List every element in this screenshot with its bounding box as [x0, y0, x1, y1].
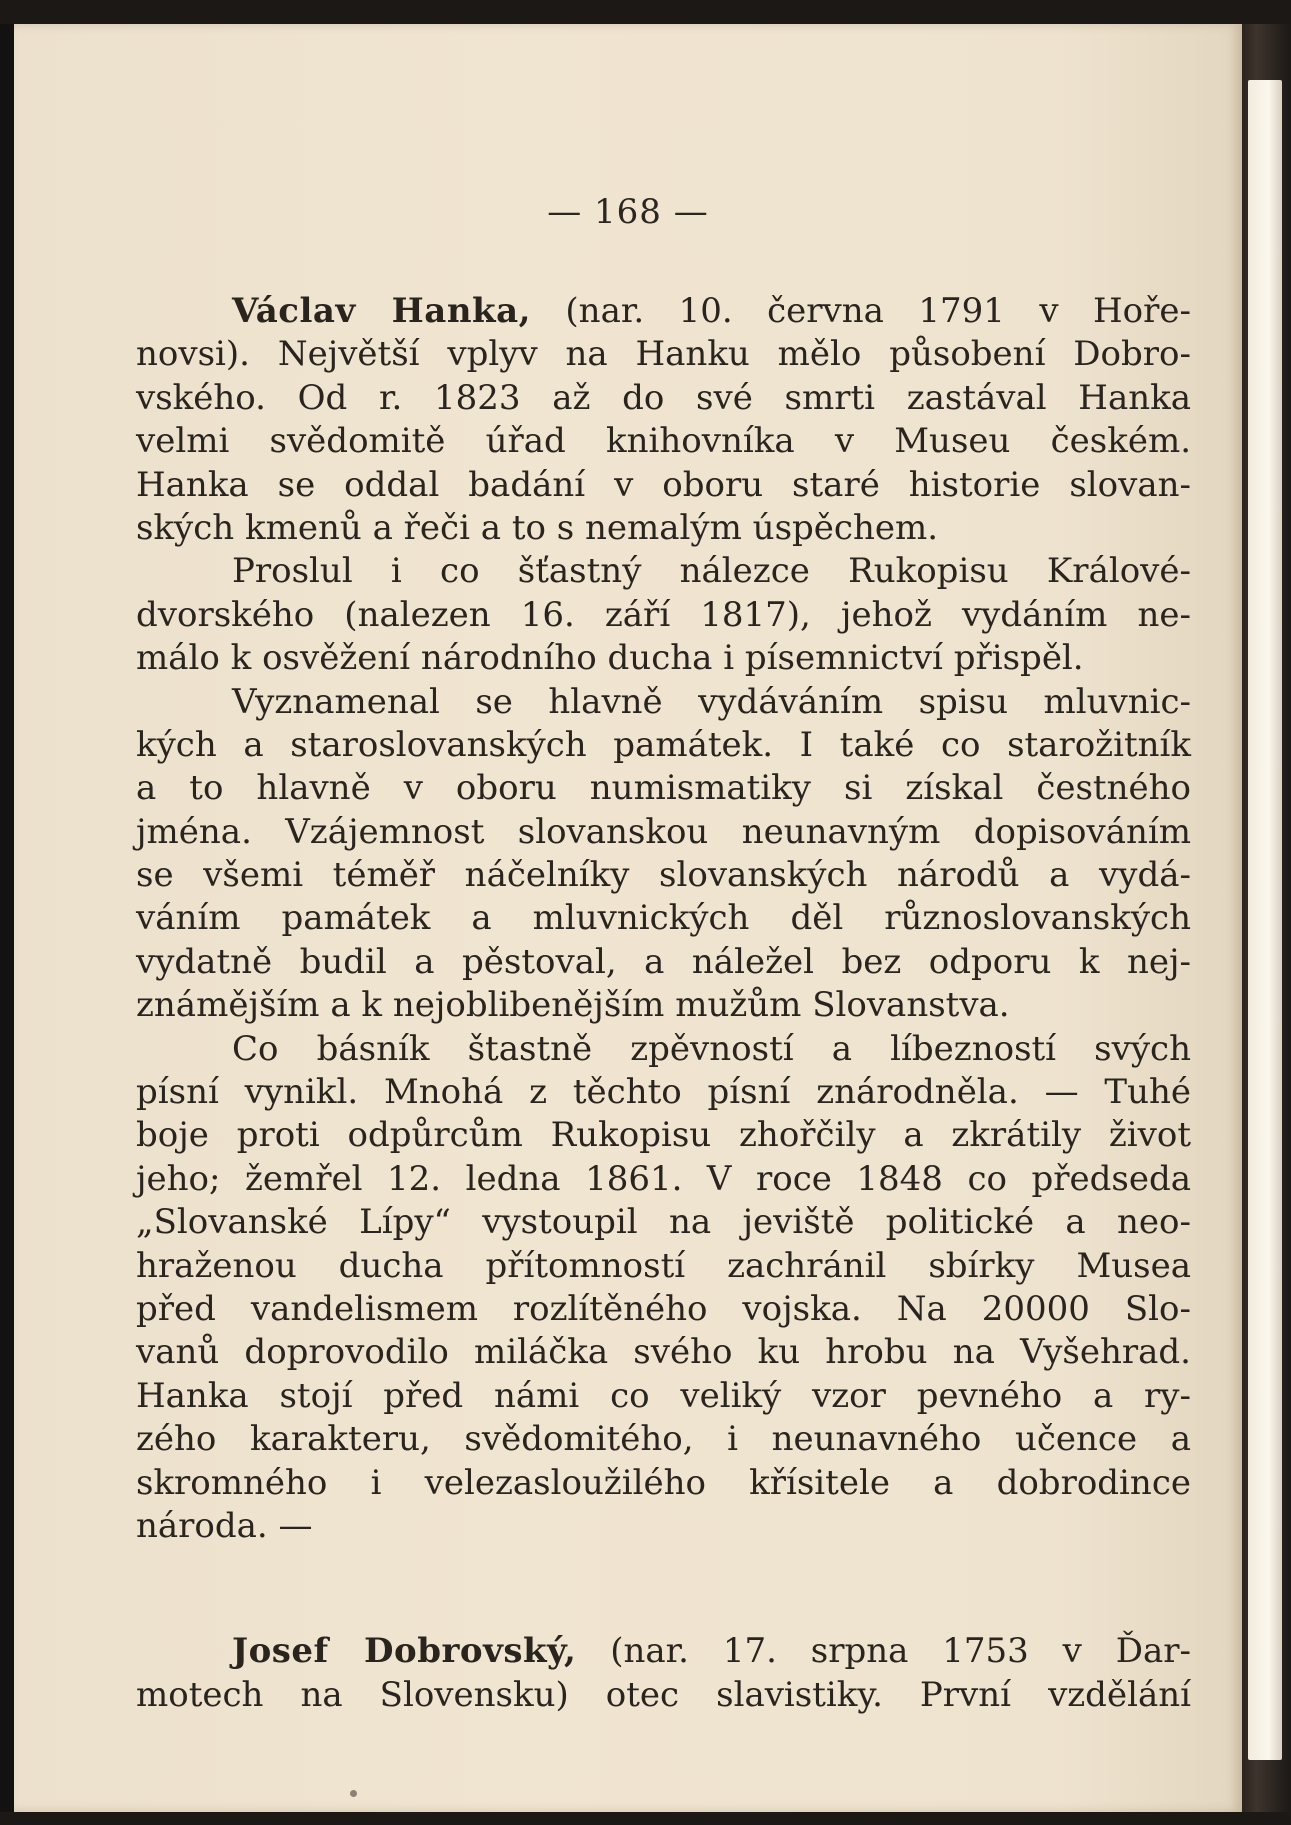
dobrovsky-name: Josef Dobrovský,	[232, 1631, 577, 1672]
scan-border-bottom	[0, 1812, 1291, 1825]
hanka-line-19: písní vynikl. Mnohá z těchto písní znárodněla. — Tuhé	[136, 1072, 1191, 1113]
hanka-line-16: vydatně budil a pěstoval, a náležel bez odporu k nej-	[136, 941, 1191, 982]
hanka-line-13: jména. Vzájemnost slovanskou neunavným dopisováním	[136, 811, 1191, 852]
book-page	[14, 24, 1242, 1812]
hanka-line-11: kých a staroslovanských památek. I také co starožitník	[136, 724, 1191, 765]
hanka-line-29: národa. —	[136, 1505, 313, 1546]
dobrovsky-line-2: motech na Slovensku) otec slavistiky. První vzdělání	[136, 1674, 1191, 1715]
hanka-line-3: vského. Od r. 1823 až do své smrti zastával Hanka	[136, 377, 1191, 418]
page-number: — 168 —	[547, 192, 709, 232]
hanka-line-2: novsi). Největší vplyv na Hanku mělo působení Dobro-	[136, 334, 1191, 375]
hanka-line-12: a to hlavně v oboru numismatiky si získal čestného	[136, 768, 1191, 809]
hanka-line-24: před vandelismem rozlítěného vojska. Na 20000 Slo-	[136, 1288, 1191, 1329]
hanka-line-7: Proslul i co šťastný nálezce Rukopisu Králové-	[232, 551, 1191, 592]
hanka-line-27: zého karakteru, svědomitého, i neunavného učence a	[136, 1419, 1191, 1460]
dobrovsky-line-1: Josef Dobrovský, (nar. 17. srpna 1753 v Ďar-	[232, 1631, 1191, 1672]
hanka-line-5: Hanka se oddal badání v oboru staré historie slovan-	[136, 464, 1191, 505]
hanka-line-18: Co básník štastně zpěvností a líbezností svých	[232, 1028, 1191, 1069]
hanka-line-1: Václav Hanka, (nar. 10. června 1791 v Hoře-	[232, 291, 1191, 331]
hanka-line-8: dvorského (nalezen 16. září 1817), jehož vydáním ne-	[136, 594, 1191, 635]
hanka-line-28: skromného i velezasloužilého křísitele a dobrodince	[136, 1462, 1191, 1503]
hanka-line-26: Hanka stojí před námi co veliký vzor pevného a ry-	[136, 1375, 1191, 1416]
hanka-line-25: vanů doprovodilo miláčka svého ku hrobu na Vyšehrad.	[136, 1332, 1191, 1373]
hanka-name: Václav Hanka,	[232, 291, 531, 331]
hanka-line-20: boje proti odpůrcům Rukopisu zhořčily a zkrátily život	[136, 1115, 1191, 1156]
hanka-line-22: „Slovanské Lípy“ vystoupil na jeviště politické a neo-	[136, 1202, 1191, 1243]
hanka-line-10: Vyznamenal se hlavně vydáváním spisu mluvnic-	[232, 681, 1191, 722]
scan-border-top	[0, 0, 1291, 24]
paragraph-gap	[136, 1548, 1191, 1630]
hanka-line-21: jeho; žemřel 12. ledna 1861. V roce 1848 co předseda	[136, 1158, 1191, 1199]
hanka-line-4: velmi svědomitě úřad knihovníka v Museu českém.	[136, 421, 1191, 462]
hanka-line-17: známějším a k nejoblibenějším mužům Slovanstva.	[136, 985, 1010, 1026]
hanka-line-14: se všemi téměř náčelníky slovanských národů a vydá-	[136, 855, 1191, 896]
ink-speck	[350, 1790, 357, 1797]
hanka-line-15: váním památek a mluvnických děl různoslovanských	[136, 898, 1191, 939]
hanka-line-23: hraženou ducha přítomností zachránil sbírky Musea	[136, 1245, 1191, 1286]
next-page-edge	[1248, 80, 1282, 1760]
page-body	[136, 290, 1191, 1717]
hanka-line-6: ských kmenů a řeči a to s nemalým úspěchem.	[136, 507, 939, 548]
hanka-line-9: málo k osvěžení národního ducha i písemnictví přispěl.	[136, 638, 1084, 679]
